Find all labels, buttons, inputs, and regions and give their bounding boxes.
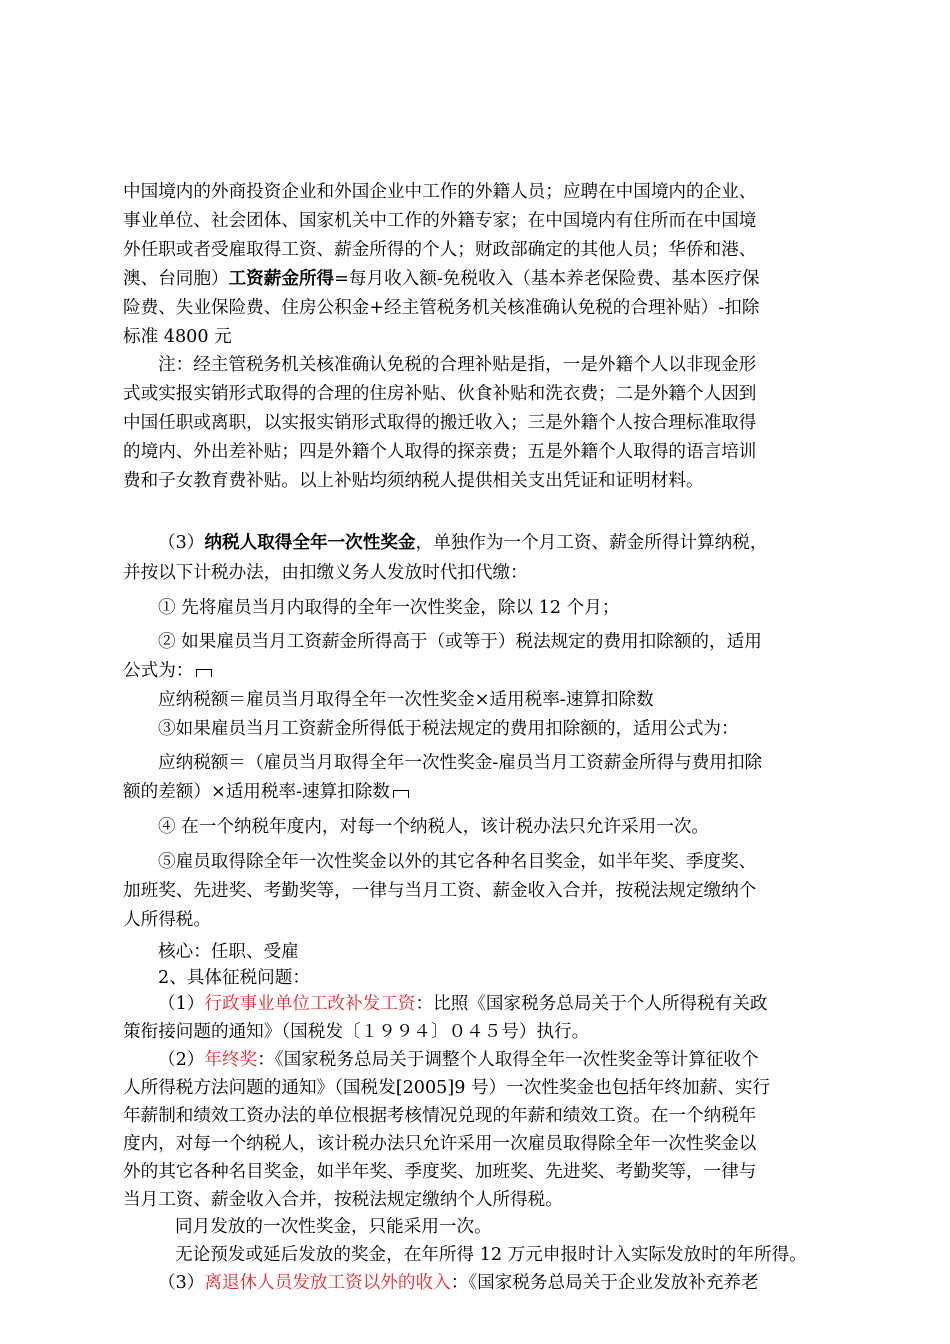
sec2-item1-prefix: （1） [158, 994, 205, 1014]
step2-line1: ② 如果雇员当月工资薪金所得高于（或等于）税法规定的费用扣除额的，适用 [158, 632, 762, 652]
item3-line2: 并按以下计税办法，由扣缴义务人发放时代扣代缴： [123, 563, 528, 583]
formula2-line2-text: 额的差额）×适用税率-速算扣除数 [123, 782, 391, 802]
sec2-item2-line1 [158, 1048, 759, 1072]
item3-heading: 纳税人取得全年一次性奖金 [204, 533, 416, 553]
para1-line4-text: 澳、台同胞） [123, 269, 229, 289]
sec2-same-month: 同月发放的一次性奖金，只能采用一次。 [175, 1217, 492, 1237]
note-line3: 中国任职或离职，以实报实销形式取得的搬迁收入；三是外籍个人按合理标准取得 [123, 413, 757, 433]
formula1: 应纳税额＝雇员当月取得全年一次性奖金×适用税率-速算扣除数 [158, 690, 654, 710]
edit-mark-icon [393, 790, 409, 798]
item3-line1 [158, 531, 767, 555]
para1-line1: 中国境内的外商投资企业和外国企业中工作的外籍人员；应聘在中国境内的企业、 [123, 182, 757, 202]
core-line: 核心：任职、受雇 [158, 942, 299, 962]
step3: ③如果雇员当月工资薪金所得低于税法规定的费用扣除额的，适用公式为： [158, 719, 739, 739]
sec2-item1-rest: ：比照《国家税务总局关于个人所得税有关政 [415, 994, 768, 1014]
sec2-item1-line1 [158, 992, 767, 1016]
edit-mark-icon [196, 669, 212, 677]
step2-line2-text: 公式为： [123, 661, 194, 681]
note-line5: 费和子女教育费补贴。以上补贴均须纳税人提供相关支出凭证和证明材料。 [123, 471, 704, 491]
sec2-item2-line2: 人所得税方法问题的通知》（国税发[2005]9 号）一次性奖金也包括年终加薪、实行 [123, 1078, 771, 1098]
formula2-line2 [123, 780, 409, 804]
para1-line2: 事业单位、社会团体、国家机关中工作的外籍专家；在中国境内有住所而在中国境 [123, 211, 757, 231]
step5-line1: ⑤雇员取得除全年一次性奖金以外的其它各种名目奖金，如半年奖、季度奖、 [158, 852, 757, 872]
salary-income-term: 工资薪金所得 [228, 269, 335, 289]
step5-line3: 人所得税。 [123, 910, 211, 930]
step5-line2: 加班奖、先进奖、考勤奖等，一律与当月工资、薪金收入合并，按税法规定缴纳个 [123, 881, 757, 901]
sec2-advance-delay: 无论预发或延后发放的奖金，在年所得 12 万元申报时计入实际发放时的年所得。 [175, 1245, 807, 1265]
note-line1: 注：经主管税务机关核准确认免税的合理补贴是指，一是外籍个人以非现金形 [158, 355, 757, 375]
para1-line5: 险费、失业保险费、住房公积金+经主管税务机关核准确认免税的合理补贴）-扣除 [123, 298, 760, 318]
sec2-item2-rest: ：《国家税务总局关于调整个人取得全年一次性奖金等计算征收个 [257, 1050, 759, 1070]
para1-line3: 外任职或者受雇取得工资、薪金所得的个人；财政部确定的其他人员；华侨和港、 [123, 240, 757, 260]
para1-line4 [123, 267, 760, 291]
sec2-item2-line5: 外的其它各种名目奖金，如半年奖、季度奖、加班奖、先进奖、考勤奖等，一律与 [123, 1162, 757, 1182]
sec2-item2-line6: 当月工资、薪金收入合并，按税法规定缴纳个人所得税。 [123, 1190, 563, 1210]
step2-line2 [123, 659, 212, 683]
sec2-item2-line4: 度内，对每一个纳税人，该计税办法只允许采用一次雇员取得除全年一次性奖金以 [123, 1134, 757, 1154]
sec2-item2-prefix: （2） [158, 1050, 205, 1070]
step4: ④ 在一个纳税年度内，对每一个纳税人，该计税办法只允许采用一次。 [158, 817, 710, 837]
item3-prefix: （3） [158, 533, 205, 553]
sec2-item3-line1 [158, 1271, 759, 1295]
para1-line4-rest: =每月收入额-免税收入（基本养老保险费、基本医疗保 [334, 269, 760, 289]
sec2-item3-topic: 离退休人员发放工资以外的收入 [204, 1273, 451, 1293]
sec2-item2-line3: 年薪制和绩效工资办法的单位根据考核情况兑现的年薪和绩效工资。在一个纳税年 [123, 1106, 757, 1126]
item3-rest: ，单独作为一个月工资、薪金所得计算纳税， [415, 533, 768, 553]
formula2-line1: 应纳税额＝（雇员当月取得全年一次性奖金-雇员当月工资薪金所得与费用扣除 [158, 753, 763, 773]
section2-heading: 2、具体征税问题： [158, 968, 310, 988]
step1: ① 先将雇员当月内取得的全年一次性奖金，除以 12 个月； [158, 598, 620, 618]
sec2-item3-rest: ：《国家税务总局关于企业发放补充养老 [450, 1273, 759, 1293]
note-line2: 式或实报实销形式取得的合理的住房补贴、伙食补贴和洗衣费；二是外籍个人因到 [123, 384, 757, 404]
sec2-item1-line2: 策衔接问题的通知》（国税发〔１９９４〕０４５号）执行。 [123, 1022, 590, 1042]
sec2-item3-prefix: （3） [158, 1273, 205, 1293]
sec2-item2-topic: 年终奖 [204, 1050, 258, 1070]
para1-line6: 标准 4800 元 [123, 327, 232, 347]
note-line4: 的境内、外出差补贴；四是外籍个人取得的探亲费；五是外籍个人取得的语言培训 [123, 442, 757, 462]
sec2-item1-topic: 行政事业单位工改补发工资 [204, 994, 416, 1014]
